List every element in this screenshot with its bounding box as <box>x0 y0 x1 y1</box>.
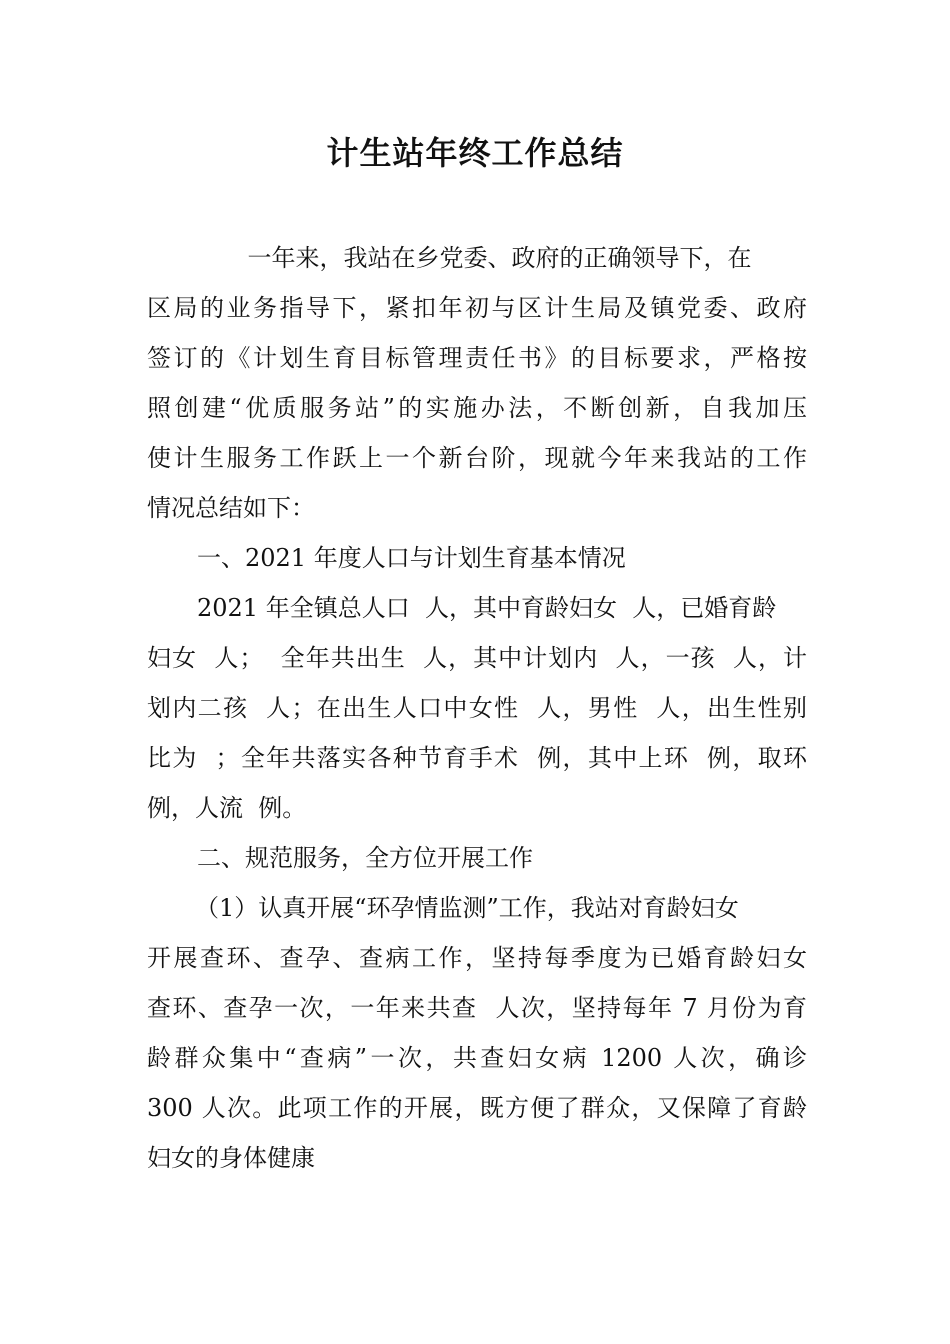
body-line: （1）认真开展“环孕情监测”工作，我站对育龄妇女 <box>195 894 739 922</box>
body-line: 龄群众集中“查病”一次，共查妇女病 1200 人次，确诊 <box>147 1044 807 1072</box>
document-title: 计生站年终工作总结 <box>326 134 624 172</box>
body-line: 区局的业务指导下，紧扣年初与区计生局及镇党委、政府 <box>147 294 807 322</box>
body-line: 使计生服务工作跃上一个新台阶，现就今年来我站的工作 <box>147 444 807 472</box>
body-line: 300 人次。此项工作的开展，既方便了群众，又保障了育龄 <box>147 1094 807 1122</box>
body-line: 妇女的身体健康 <box>147 1144 315 1172</box>
body-line: 签订的《计划生育目标管理责任书》的目标要求，严格按 <box>147 344 807 372</box>
body-line: 例，人流 例。 <box>147 794 307 822</box>
body-line: 比为 ；全年共落实各种节育手术 例，其中上环 例，取环 <box>147 744 807 772</box>
body-line: 划内二孩 人；在出生人口中女性 人，男性 人，出生性别 <box>147 694 807 722</box>
body-line: 查环、查孕一次，一年来共查 人次，坚持每年 7 月份为育 <box>147 994 807 1022</box>
body-line: 一年来，我站在乡党委、政府的正确领导下，在 <box>217 244 752 272</box>
section-heading: 一、2021 年度人口与计划生育基本情况 <box>197 544 626 572</box>
body-line: 妇女 人； 全年共出生 人，其中计划内 人，一孩 人，计 <box>147 644 807 672</box>
body-line: 开展查环、查孕、查病工作，坚持每季度为已婚育龄妇女 <box>147 944 807 972</box>
body-line: 照创建“优质服务站”的实施办法，不断创新，自我加压 <box>147 394 807 422</box>
body-line: 2021 年全镇总人口 人，其中育龄妇女 人，已婚育龄 <box>197 594 777 622</box>
body-line: 情况总结如下： <box>147 494 315 522</box>
section-heading: 二、规范服务，全方位开展工作 <box>197 844 533 872</box>
